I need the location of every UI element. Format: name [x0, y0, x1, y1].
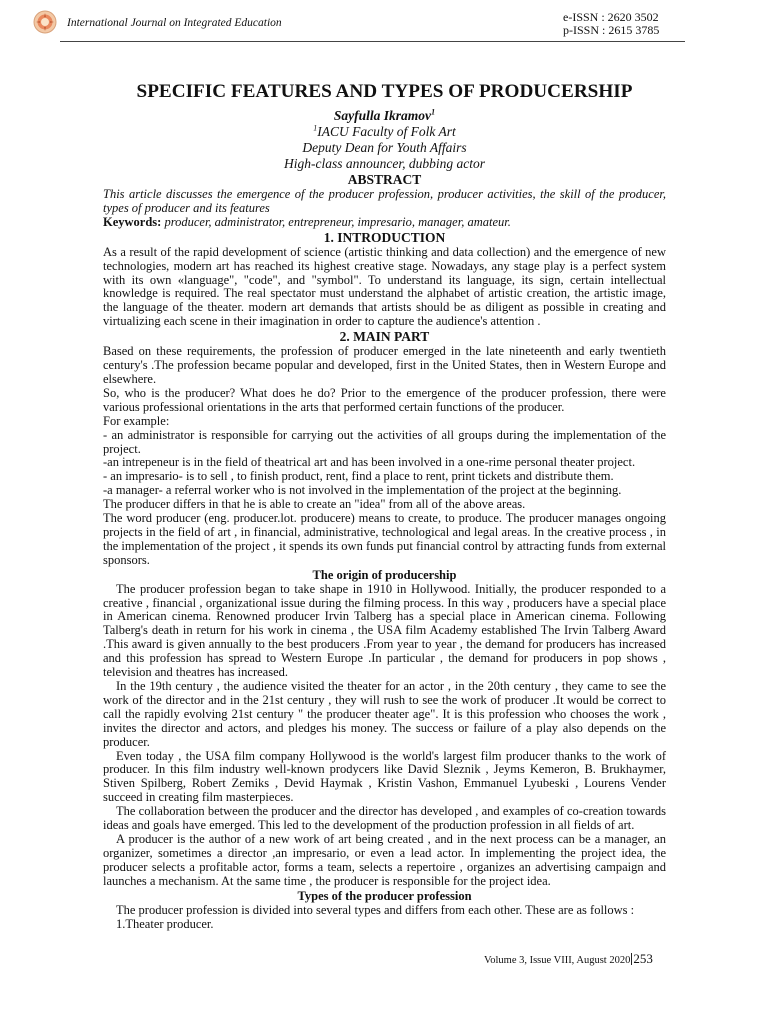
introduction-paragraph: As a result of the rapid development of science (artistic thinking and data collection) and the emergence of new technologies, modern art has reached its highest creative stage. Nowadays, any stage play is a perfect system with its own «language", "code", and "symbol". To understand its language, its sign, certain intellectual knowledge is required. The real spectator must understand the alphabet of artistic creation, the artistic image, the language of the theater. modern art demands that artists should be as diligent as possible in creating and virtualizing each scene in their imagination in order to capture the audience's attention . — [103, 244, 666, 329]
list-item-manager: -a manager- a referral worker who is not involved in the implementation of the project at the beginning. — [103, 483, 622, 498]
author-name: Sayfulla Ikramov — [333, 108, 432, 123]
affiliation-line-1 — [103, 124, 666, 140]
main-part-heading: 2. MAIN PART — [339, 329, 430, 345]
abstract-text: This article discusses the emergence of the producer profession, producer activities, the skill of the producer, types of producer and its features — [103, 187, 666, 215]
keywords-label: Keywords: — [103, 214, 162, 229]
types-paragraph-2: 1.Theater producer. — [116, 916, 214, 931]
author-superscript: 1 — [431, 107, 436, 117]
journal-name: International Journal on Integrated Education — [67, 17, 282, 29]
types-heading: Types of the producer profession — [297, 888, 472, 903]
header-divider — [60, 41, 685, 42]
affiliation-2: Deputy Dean for Youth Affairs — [302, 140, 467, 155]
page-footer — [484, 951, 653, 967]
origin-paragraph-3: Even today , the USA film company Hollywood is the world's largest film producer thanks to the work of producer. In this film industry well-known prodycers like David Sleznik , Jeyms Kemeron, B. Brukhaymer, Stiven Spilberg, Robert Zemiks , Devid Haymak , Kristin Vashon, Emmanuel Lyubeski , Lourens Vender succeed in creating film masterpieces. — [103, 748, 666, 805]
list-item-impresario: - an impresario- is to sell , to finish product, rent, find a place to rent, print tickets and distribute them. — [103, 469, 614, 484]
origin-paragraph-2: In the 19th century , the audience visited the theater for an actor , in the 20th century , they came to see the work of the director and in the 21st century , they will rush to see the work of producer .It would be correct to call the rapidly evolving 21st century " the producer theater age". It is this profession who chooses the work , invites the director and actors, and pledges his money. The success or failure of a play also depends on the producer. — [103, 679, 666, 749]
origin-paragraph-1: The producer profession began to take shape in 1910 in Hollywood. Initially, the producer responded to a creative , financial , organizational issue during the filming process. In this way , producers have a special place in American cinema. Renowned producer Irvin Talberg has a special place in American cinema. Following Talberg's death in return for his work in cinema , the USA film Academy established The Irvin Talberg Award .This award is given annually to the best producers .From year to year , the demand for producers has increased and this profession has spread to Western Europe .In particular , the demand for producers in pop shows , television and theatres has increased. — [103, 581, 666, 680]
types-paragraph-1: The producer profession is divided into several types and differs from each other. These are as follows : — [116, 902, 635, 917]
main-paragraph-5: The word producer (eng. producer.lot. producere) means to create, to produce. The producer manages ongoing projects in the field of art , in financial, administrative, technological and legal areas. In the creative process , in the implementation of the project , it spends its own funds put financial control by attracting funds from external sponsors. — [103, 511, 666, 567]
origin-paragraph-4: The collaboration between the producer and the director has developed , and examples of co-creation towards ideas and goals have emerged. This led to the development of the production profession in all fields of art. — [103, 804, 666, 833]
issn-block — [563, 11, 659, 37]
article-title: SPECIFIC FEATURES AND TYPES OF PRODUCERSHIP — [136, 81, 633, 102]
eissn: e-ISSN : 2620 3502 — [563, 10, 659, 24]
author-line — [103, 107, 666, 124]
keywords-line — [103, 216, 666, 230]
main-paragraph-1: Based on these requirements, the profession of producer emerged in the late nineteenth and early twentieth century's .The profession became popular and developed, first in the United States, then in Western Europe and elsewhere. — [103, 344, 666, 386]
volume-issue: Volume 3, Issue VIII, August 2020 — [484, 955, 631, 966]
journal-logo-icon — [33, 10, 57, 34]
origin-heading: The origin of producership — [312, 567, 457, 582]
keywords-text: producer, administrator, entrepreneur, impresario, manager, amateur. — [164, 214, 511, 229]
main-paragraph-4: The producer differs in that he is able to create an "idea" from all of the above areas. — [103, 497, 526, 512]
main-paragraph-3: For example: — [103, 413, 170, 428]
affiliation-1: IACU Faculty of Folk Art — [317, 124, 456, 139]
page-number: 253 — [633, 951, 653, 966]
abstract-heading: ABSTRACT — [347, 172, 422, 187]
introduction-heading: 1. INTRODUCTION — [323, 229, 446, 245]
article-body — [103, 80, 666, 931]
list-item-administrator: - an administrator is responsible for carrying out the activities of all groups during the implementation of the project. — [103, 427, 666, 456]
origin-paragraph-5: A producer is the author of a new work of art being created , and in the next process can be a manager, an organizer, sometimes a director ,an impresario, or even a lead actor. In implementing the project idea, the producer selects a profitable actor, forms a team, selects a repertoire , organizes an advertising campaign and launches a mechanism. At the same time , the producer is responsible for the project idea. — [103, 831, 666, 888]
affiliation-superscript: 1 — [313, 123, 318, 133]
list-item-intrepeneur: -an intrepeneur is in the field of theatrical art and has been involved in a one-rime personal theater project. — [103, 455, 636, 470]
affiliation-3: High-class announcer, dubbing actor — [284, 156, 485, 171]
main-paragraph-2: So, who is the producer? What does he do? Prior to the emergence of the producer profession, there were various professional orientations in the arts that performed certain functions of the producer. — [103, 385, 666, 414]
pissn: p-ISSN : 2615 3785 — [563, 23, 660, 37]
